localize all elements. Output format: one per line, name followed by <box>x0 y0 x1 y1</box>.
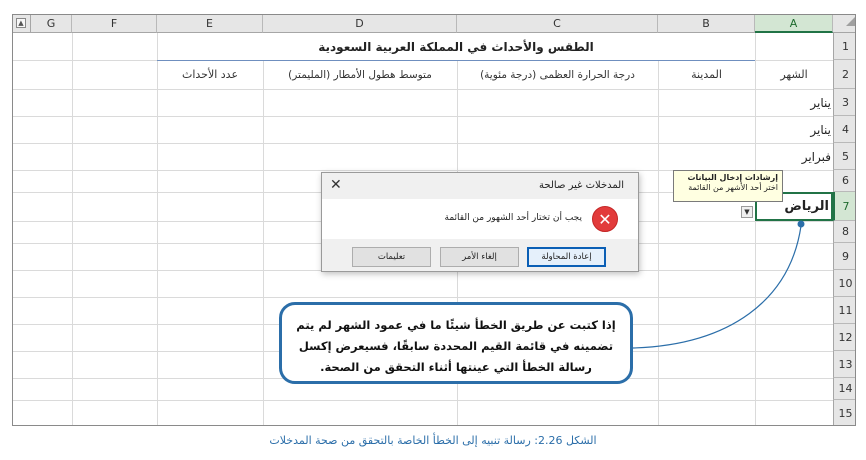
row-header-4[interactable]: 4 <box>833 116 856 143</box>
cell-a3[interactable]: يناير <box>810 95 831 110</box>
connector-dot <box>798 221 805 228</box>
row-header-14[interactable]: 14 <box>833 378 856 400</box>
header-temp-cell[interactable]: درجة الحرارة العظمى (درجة مئوية) <box>480 68 635 81</box>
tooltip-title: إرشادات إدخال البيانات <box>687 173 778 182</box>
column-header-a[interactable]: A <box>755 15 833 33</box>
cancel-button[interactable]: إلغاء الأمر <box>440 247 519 267</box>
row-header-2[interactable]: 2 <box>833 60 856 89</box>
column-header-d[interactable]: D <box>263 15 457 33</box>
connector-line <box>633 226 801 348</box>
dialog-title: المدخلات غير صالحة <box>539 180 624 191</box>
scroll-up-icon: ▲ <box>16 18 26 28</box>
column-header-c[interactable]: C <box>457 15 658 33</box>
dropdown-arrow-icon[interactable]: ▼ <box>741 206 753 218</box>
row-header-3[interactable]: 3 <box>833 89 856 116</box>
column-header-g[interactable]: G <box>31 15 72 33</box>
row-header-13[interactable]: 13 <box>833 351 856 378</box>
row-header-10[interactable]: 10 <box>833 270 856 297</box>
row-header-6[interactable]: 6 <box>833 170 856 192</box>
figure-caption: الشكل 2.26: رسالة تنبيه إلى الخطأ الخاصة بالتحقق من صحة المدخلات <box>269 434 597 447</box>
header-rain-cell[interactable]: متوسط هطول الأمطار (المليمتر) <box>288 68 432 81</box>
column-header-e[interactable]: E <box>157 15 263 33</box>
row-header-12[interactable]: 12 <box>833 324 856 351</box>
header-city-cell[interactable]: المدينة <box>691 68 722 81</box>
sheet-title-cell[interactable]: الطقس والأحداث في المملكة العربية السعودية <box>318 39 594 54</box>
dialog-message: يجب أن تختار أحد الشهور من القائمة <box>444 213 582 223</box>
explanation-callout: إذا كتبت عن طريق الخطأ شيئًا ما في عمود الشهر لم يتم تضمينه في قائمة القيم المحددة سابقًا، فسيعرض إكسل رسالة الخطأ التي عينتها أثناء التحقق من الصحة. <box>279 302 633 384</box>
row-header-5[interactable]: 5 <box>833 143 856 170</box>
row-header-9[interactable]: 9 <box>833 243 856 270</box>
header-month-cell[interactable]: الشهر <box>780 68 808 81</box>
cell-a4[interactable]: يناير <box>810 122 831 137</box>
row-header-1[interactable]: 1 <box>833 33 856 60</box>
cell-a7-active[interactable]: الرياض <box>755 192 833 221</box>
row-header-7[interactable]: 7 <box>833 192 856 221</box>
close-icon[interactable]: ✕ <box>330 177 342 193</box>
row-header-8[interactable]: 8 <box>833 221 856 243</box>
retry-button[interactable]: إعادة المحاولة <box>527 247 606 267</box>
tooltip-body: اختر أحد الأشهر من القائمة <box>688 183 778 192</box>
row-header-15[interactable]: 15 <box>833 400 856 426</box>
column-header-b[interactable]: B <box>658 15 755 33</box>
column-header-f[interactable]: F <box>72 15 157 33</box>
header-events-cell[interactable]: عدد الأحداث <box>181 68 239 81</box>
help-button[interactable]: تعليمات <box>352 247 431 267</box>
error-icon: ✕ <box>592 206 618 232</box>
row-header-11[interactable]: 11 <box>833 297 856 324</box>
cell-a5[interactable]: فبراير <box>801 149 831 164</box>
